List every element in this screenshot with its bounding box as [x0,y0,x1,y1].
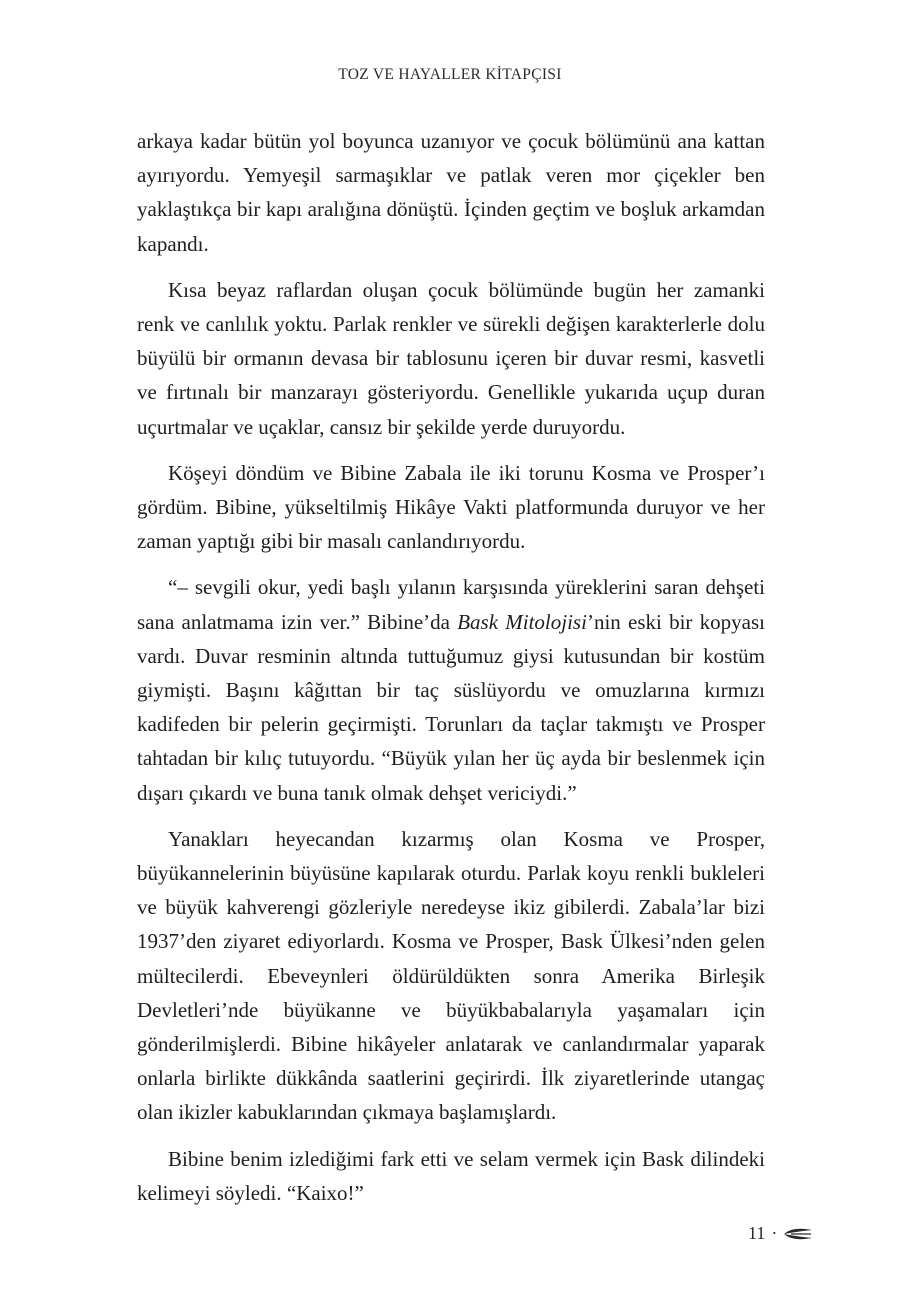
folio-dot: · [771,1223,778,1243]
body-text [137,124,765,1222]
page-folio [748,1223,813,1244]
paragraph-1: arkaya kadar bütün yol boyunca uzanıyor ve çocuk bölümünü ana kattan ayırıyordu. Yemyeşil sarmaşıklar ve patlak veren mor çiçekler ben yaklaştıkça bir kapı aralığına dönüştü. İçinden geçtim ve boşluk arkamdan kapandı. [137,129,765,256]
running-header: TOZ VE HAYALLER KİTAPÇISI [338,66,562,83]
paragraph-6: Bibine benim izlediğimi fark etti ve selam vermek için Bask dilindeki kelimeyi söyledi. “Kaixo!” [137,1146,765,1205]
paragraph-5: Yanakları heyecandan kızarmış olan Kosma ve Prosper, büyükannelerinin büyüsüne kapılarak oturdu. Parlak koyu renkli bukleleri ve büyük kahverengi gözleriyle neredeyse ikiz gibilerdi. Zabala’lar bizi 1937’den ziyaret ediyorlardı. Kosma ve Prosper, Bask Ülkesi’nden gelen mültecilerdi. Ebeveynleri öldürüldükten sonra Amerika Birleşik Devletleri’nde büyükanne ve büyükbabalarıyla yaşamaları için gönderilmişlerdi. Bibine hikâyeler anlatarak ve canlandırmalar yaparak onlarla birlikte dükkânda saatlerini geçirirdi. İlk ziyaretlerinde utangaç olan ikizler kabuklarından çıkmaya başlamışlardı. [137,826,765,1125]
leaf-ornament-icon [783,1227,813,1241]
book-title-italic: Bask Mitolojisi [457,609,587,634]
paragraph-4-part-a: “– sevgili okur, yedi başlı yılanın karşısında yüreklerini saran dehşeti sana anlatmama izin ver.” Bibine’da [137,575,765,634]
paragraph-4 [137,570,765,809]
page-number: 11 [748,1223,766,1243]
paragraph-4-part-b: ’nin eski bir kopyası vardı. Duvar resminin altında tuttuğumuz giysi kutusundan bir kostüm giymişti. Başını kâğıttan bir taç süslüyordu ve omuzlarına kırmızı kadifeden bir pelerin geçirmişti. Torunları da taçlar takmıştı ve Prosper tahtadan bir kılıç tutuyordu. “Büyük yılan her üç ayda bir beslenmek için dışarı çıkardı ve buna tanık olmak dehşet vericiydi.” [137,609,766,805]
paragraph-2: Kısa beyaz raflardan oluşan çocuk bölümünde bugün her zamanki renk ve canlılık yoktu. Parlak renkler ve sürekli değişen karakterlerle dolu büyülü bir ormanın devasa bir tablosunu içeren bir duvar resmi, kasvetli ve fırtınalı bir manzarayı gösteriyordu. Genellikle yukarıda uçup duran uçurtmalar ve uçaklar, cansız bir şekilde yerde duruyordu. [137,277,765,439]
paragraph-3: Köşeyi döndüm ve Bibine Zabala ile iki torunu Kosma ve Prosper’ı gördüm. Bibine, yükseltilmiş Hikâye Vakti platformunda duruyor ve her zaman yaptığı gibi bir masalı canlandırıyordu. [137,460,765,554]
